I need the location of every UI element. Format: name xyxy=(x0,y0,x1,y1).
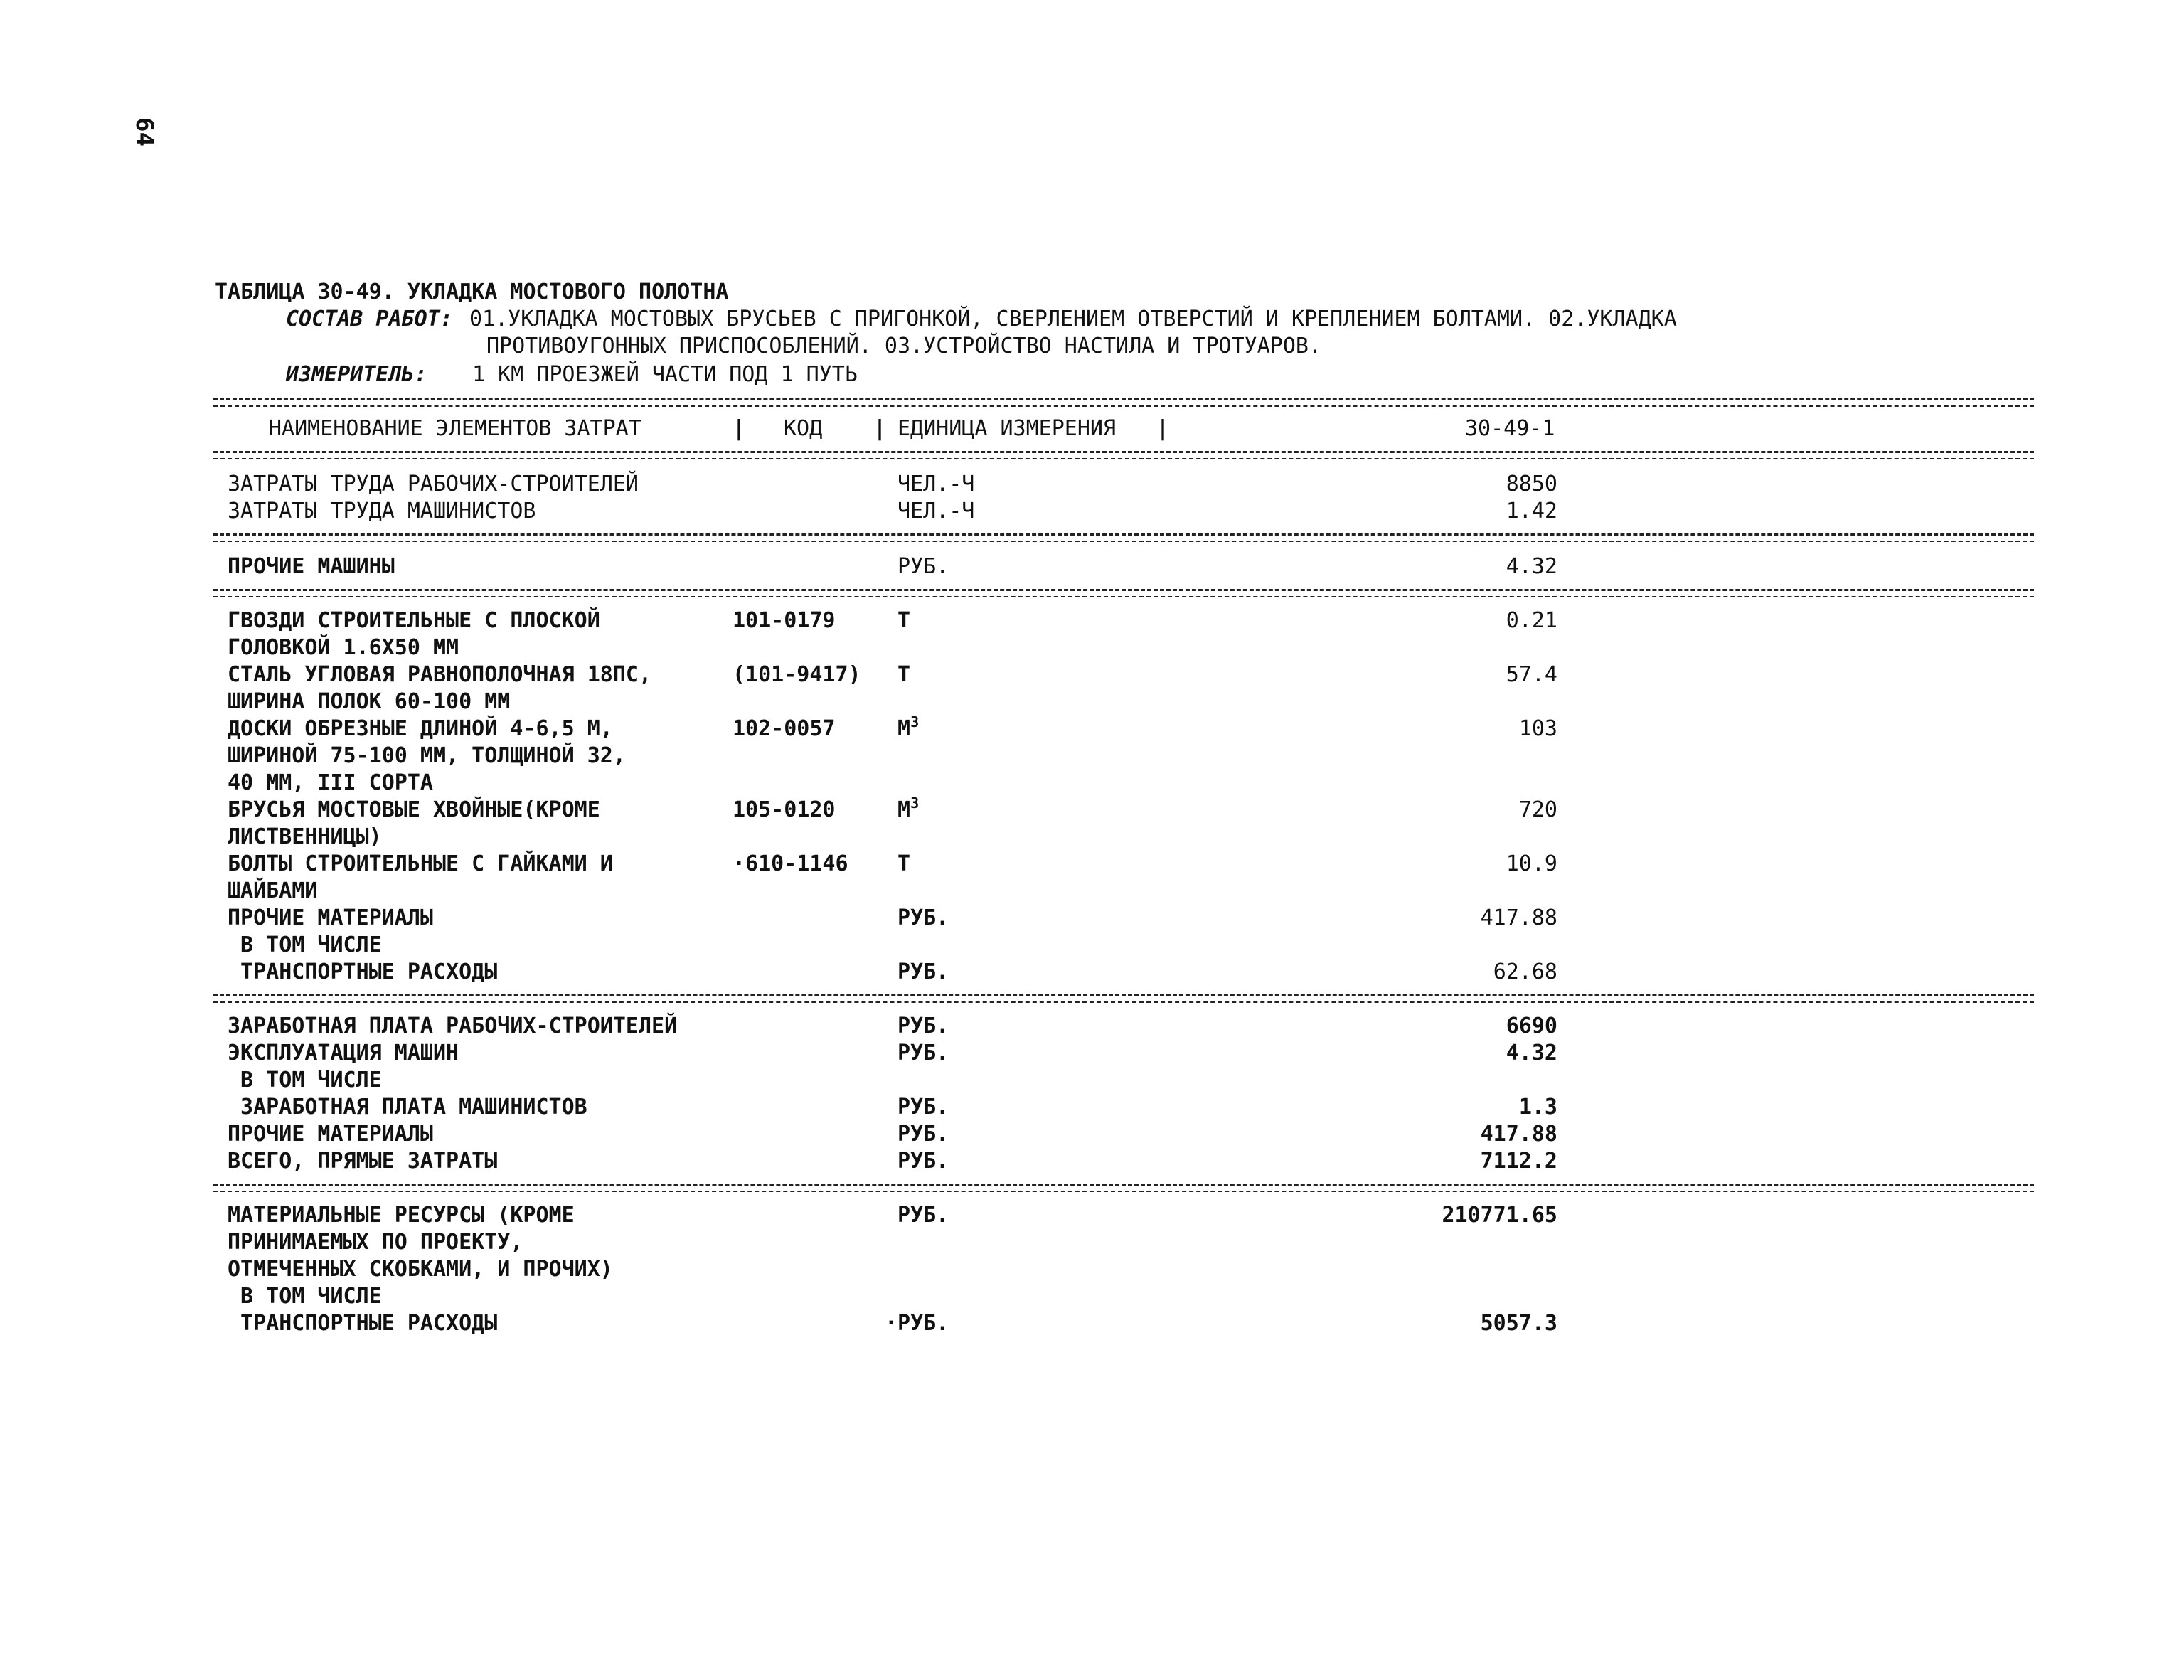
table-row: 40 ММ, III СОРТА xyxy=(228,770,433,795)
header-name: НАИМЕНОВАНИЕ ЭЛЕМЕНТОВ ЗАТРАТ xyxy=(269,416,641,441)
table-row: В ТОМ ЧИСЛЕ xyxy=(228,1284,382,1309)
table-row: ПРОЧИЕ МАШИНЫ РУБ. 4.32 xyxy=(228,554,1557,579)
composition-label: СОСТАВ РАБОТ: xyxy=(286,307,453,331)
page-number: 64 xyxy=(130,117,159,147)
rule-top-2 xyxy=(213,405,2034,407)
table-title: ТАБЛИЦА 30-49. УКЛАДКА МОСТОВОГО ПОЛОТНА xyxy=(215,280,729,304)
meter-value: 1 КМ ПРОЕЗЖЕЙ ЧАСТИ ПОД 1 ПУТЬ xyxy=(472,362,858,387)
table-row: ЭКСПЛУАТАЦИЯ МАШИН РУБ. 4.32 xyxy=(228,1041,1557,1065)
table-row: МАТЕРИАЛЬНЫЕ РЕСУРСЫ (КРОМЕ РУБ. 210771.65 xyxy=(228,1203,1557,1228)
table-row: СТАЛЬ УГЛОВАЯ РАВНОПОЛОЧНАЯ 18ПС, (101-9417) Т 57.4 xyxy=(228,662,1557,687)
table-row: ЗАРАБОТНАЯ ПЛАТА РАБОЧИХ-СТРОИТЕЛЕЙ РУБ. 6690 xyxy=(228,1014,1557,1038)
table-row: ГОЛОВКОЙ 1.6Х50 ММ xyxy=(228,635,459,660)
rule-section xyxy=(213,596,2034,597)
rule-section xyxy=(213,589,2034,591)
table-row: ЗАТРАТЫ ТРУДА РАБОЧИХ-СТРОИТЕЛЕЙ ЧЕЛ.-Ч 8850 xyxy=(228,472,1557,496)
table-row: ТРАНСПОРТНЫЕ РАСХОДЫ ·РУБ. 5057.3 xyxy=(228,1311,1557,1336)
rule-top-1 xyxy=(213,398,2034,400)
header-separator: | xyxy=(733,416,746,441)
header-separator: | xyxy=(873,416,887,441)
rule-section xyxy=(213,541,2034,542)
header-separator: | xyxy=(1156,416,1170,441)
table-row: ШИРИНА ПОЛОК 60-100 ММ xyxy=(228,689,511,714)
composition-line-1: 01.УКЛАДКА МОСТОВЫХ БРУСЬЕВ С ПРИГОНКОЙ, СВЕРЛЕНИЕМ ОТВЕРСТИЙ И КРЕПЛЕНИЕМ БОЛТАМИ. 02.УКЛАДКА xyxy=(469,307,1677,331)
table-row: ШАЙБАМИ xyxy=(228,878,318,903)
table-row: ГВОЗДИ СТРОИТЕЛЬНЫЕ С ПЛОСКОЙ 101-0179 Т 0.21 xyxy=(228,608,1557,633)
table-row: ТРАНСПОРТНЫЕ РАСХОДЫ РУБ. 62.68 xyxy=(228,959,1557,984)
table-row: ПРОЧИЕ МАТЕРИАЛЫ РУБ. 417.88 xyxy=(228,905,1557,930)
table-row: БРУСЬЯ МОСТОВЫЕ ХВОЙНЫЕ(КРОМЕ 105-0120 $М^3$ 720 xyxy=(228,794,1557,822)
table-row: ШИРИНОЙ 75-100 ММ, ТОЛЩИНОЙ 32, xyxy=(228,743,626,768)
rule-header-2 xyxy=(213,458,2034,459)
header-code: КОД xyxy=(784,416,823,441)
table-row: ДОСКИ ОБРЕЗНЫЕ ДЛИНОЙ 4-6,5 М, 102-0057 $М^3$ 103 xyxy=(228,713,1557,741)
rule-header-1 xyxy=(213,451,2034,453)
table-row: ЛИСТВЕННИЦЫ) xyxy=(228,824,382,849)
table-row: БОЛТЫ СТРОИТЕЛЬНЫЕ С ГАЙКАМИ И ·610-1146 Т 10.9 xyxy=(228,851,1557,876)
table-row: В ТОМ ЧИСЛЕ xyxy=(228,1068,382,1092)
table-row: ЗАРАБОТНАЯ ПЛАТА МАШИНИСТОВ РУБ. 1.3 xyxy=(228,1095,1557,1120)
composition-line-2: ПРОТИВОУГОННЫХ ПРИСПОСОБЛЕНИЙ. 03.УСТРОЙСТВО НАСТИЛА И ТРОТУАРОВ. xyxy=(486,334,1321,358)
rule-section xyxy=(213,1001,2034,1003)
table-row: ПРОЧИЕ МАТЕРИАЛЫ РУБ. 417.88 xyxy=(228,1122,1557,1147)
header-unit: ЕДИНИЦА ИЗМЕРЕНИЯ xyxy=(897,416,1117,441)
meter-label: ИЗМЕРИТЕЛЬ: xyxy=(286,362,427,387)
table-row: ОТМЕЧЕННЫХ СКОБКАМИ, И ПРОЧИХ) xyxy=(228,1257,613,1282)
table-row: ЗАТРАТЫ ТРУДА МАШИНИСТОВ ЧЕЛ.-Ч 1.42 xyxy=(228,499,1557,523)
rule-section xyxy=(213,994,2034,996)
table-row: ВСЕГО, ПРЯМЫЕ ЗАТРАТЫ РУБ. 7112.2 xyxy=(228,1149,1557,1174)
rule-section xyxy=(213,1184,2034,1186)
header-norm: 30-49-1 xyxy=(1465,416,1555,441)
table-row: В ТОМ ЧИСЛЕ xyxy=(228,932,382,957)
rule-section xyxy=(213,1191,2034,1192)
rule-section xyxy=(213,533,2034,536)
table-header xyxy=(0,415,2184,442)
table-row: ПРИНИМАЕМЫХ ПО ПРОЕКТУ, xyxy=(228,1230,523,1255)
